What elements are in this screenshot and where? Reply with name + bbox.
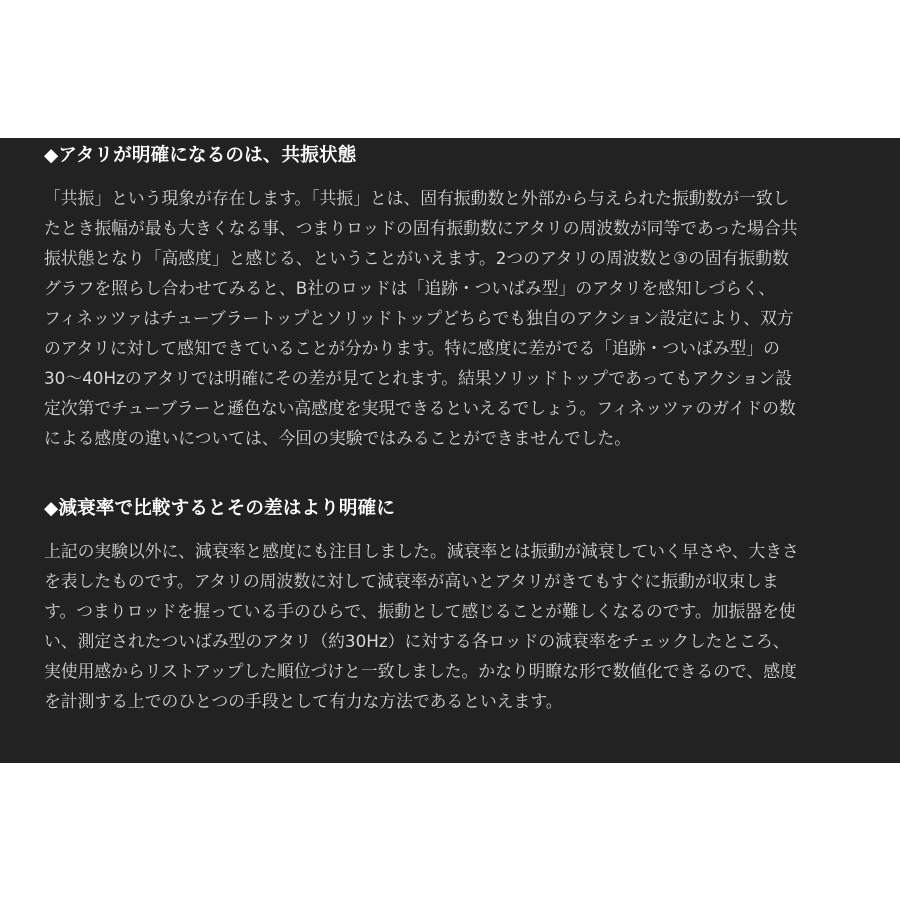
body-line: 定次第でチューブラーと遜色ない高感度を実現できるといえるでしょう。フィネッツァのガイドの数 <box>44 398 796 418</box>
body-line: たとき振幅が最も大きくなる事、つまりロッドの固有振動数にアタリの周波数が同等であった場合共 <box>44 218 798 238</box>
body-line: を表したものです。アタリの周波数に対して減衰率が高いとアタリがきてもすぐに振動が収束しま <box>44 571 779 591</box>
section-heading-resonance: ◆アタリが明確になるのは、共振状態 <box>44 145 357 166</box>
section-heading-damping: ◆減衰率で比較するとその差はより明確に <box>44 498 396 519</box>
body-line: す。つまりロッドを握っている手のひらで、振動として感じることが難しくなるのです。加振器を使 <box>44 601 796 621</box>
body-line: 振状態となり「高感度」と感じる、ということがいえます。2つのアタリの周波数と③の固有振動数 <box>44 248 789 268</box>
body-line: い、測定されたついばみ型のアタリ（約30Hz）に対する各ロッドの減衰率をチェックしたところ、 <box>44 631 790 651</box>
body-line: フィネッツァはチューブラートップとソリッドトップどちらでも独自のアクション設定により、双方 <box>44 308 794 328</box>
body-line: グラフを照らし合わせてみると、B社のロッドは「追跡・ついばみ型」のアタリを感知しづらく、 <box>44 278 776 298</box>
body-line: 実使用感からリストアップした順位づけと一致しました。かなり明瞭な形で数値化できるので、感度 <box>44 661 797 681</box>
body-line: による感度の違いについては、今回の実験ではみることができませんでした。 <box>44 428 632 448</box>
body-line: 30～40Hzのアタリでは明確にその差が見てとれます。結果ソリッドトップであってもアクション設 <box>44 368 792 388</box>
section-body-damping <box>44 536 864 716</box>
section-body-resonance <box>44 183 864 453</box>
body-line: 上記の実験以外に、減衰率と感度にも注目しました。減衰率とは振動が減衰していく早さや、大きさ <box>44 541 799 561</box>
body-line: 「共振」という現象が存在します。「共振」とは、固有振動数と外部から与えられた振動数が一致し <box>44 188 790 208</box>
body-line: を計測する上でのひとつの手段として有力な方法であるといえます。 <box>44 691 563 711</box>
article-panel <box>0 138 900 763</box>
body-line: のアタリに対して感知できていることが分かります。特に感度に差がでる「追跡・ついばみ型」の <box>44 338 780 358</box>
